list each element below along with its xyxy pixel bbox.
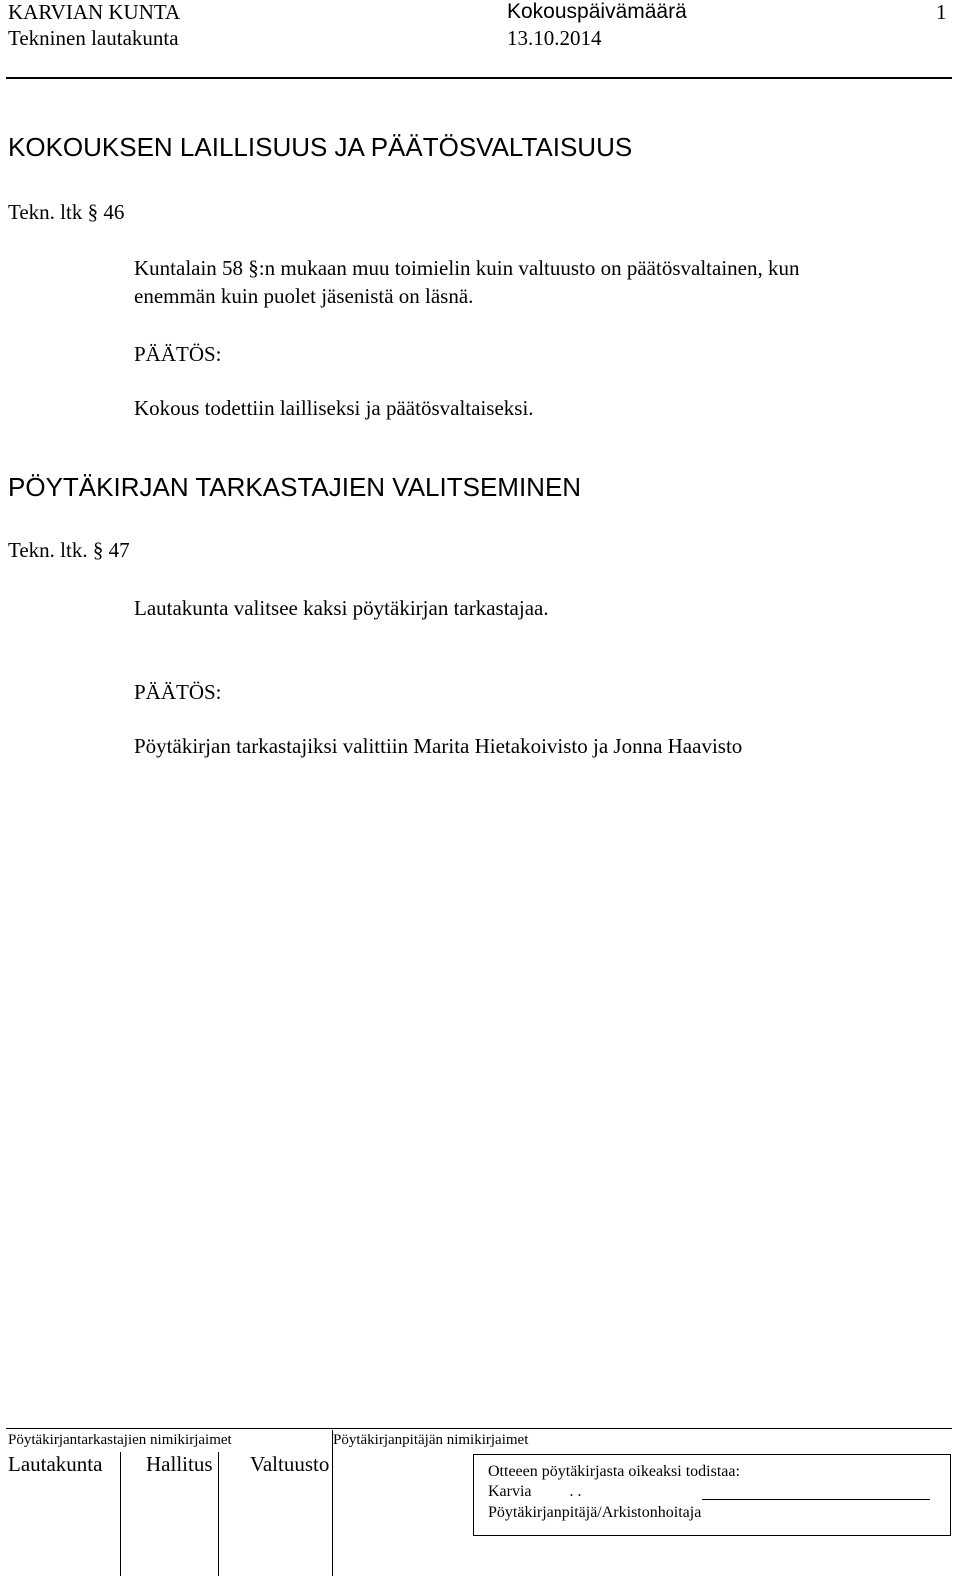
section-heading-47: PÖYTÄKIRJAN TARKASTAJIEN VALITSEMINEN [8,472,582,502]
header-divider [6,77,952,79]
certificate-box [473,1454,951,1536]
certificate-role: Pöytäkirjanpitäjä/Arkistonhoitaja [488,1504,702,1521]
decision-text-47: Pöytäkirjan tarkastajiksi valittiin Marita Hietakoivisto ja Jonna Haavisto [134,734,743,758]
footer-column-hallitus: Hallitus [146,1452,213,1476]
footer-column-divider [218,1452,219,1576]
meeting-date-label: Kokouspäivämäärä [507,0,687,23]
footer-column-divider [332,1430,333,1576]
decision-label-46: PÄÄTÖS: [134,342,222,366]
section-reference-47: Tekn. ltk. § 47 [8,538,130,562]
footer-divider [6,1428,952,1429]
footer-column-divider [120,1452,121,1576]
municipality-name: KARVIAN KUNTA [8,0,181,24]
footer-column-valtuusto: Valtuusto [250,1452,330,1476]
page-number: 1 [936,0,947,24]
certificate-statement: Otteeen pöytäkirjasta oikeaksi todistaa: [488,1463,740,1480]
board-name: Tekninen lautakunta [8,26,179,50]
section-body-46 [134,254,799,310]
signature-line [702,1499,930,1500]
meeting-date: 13.10.2014 [507,26,602,50]
certificate-date-dots: . . [569,1483,582,1500]
certificate-place: Karvia [488,1483,532,1500]
section-body-47: Lautakunta valitsee kaksi pöytäkirjan tarkastajaa. [134,596,549,620]
certificate-place-line [488,1483,582,1501]
decision-label-47: PÄÄTÖS: [134,680,222,704]
inspectors-initials-label: Pöytäkirjantarkastajien nimikirjaimet [8,1432,232,1448]
decision-text-46: Kokous todettiin lailliseksi ja päätösvaltaiseksi. [134,396,534,420]
body-line: Kuntalain 58 §:n mukaan muu toimielin kuin valtuusto on päätösvaltainen, kun [134,256,800,280]
body-line: enemmän kuin puolet jäsenistä on läsnä. [134,284,474,308]
footer-column-lautakunta: Lautakunta [8,1452,103,1476]
section-heading-46: KOKOUKSEN LAILLISUUS JA PÄÄTÖSVALTAISUUS [8,132,633,162]
section-reference-46: Tekn. ltk § 46 [8,200,125,224]
keeper-initials-label: Pöytäkirjanpitäjän nimikirjaimet [333,1432,529,1448]
